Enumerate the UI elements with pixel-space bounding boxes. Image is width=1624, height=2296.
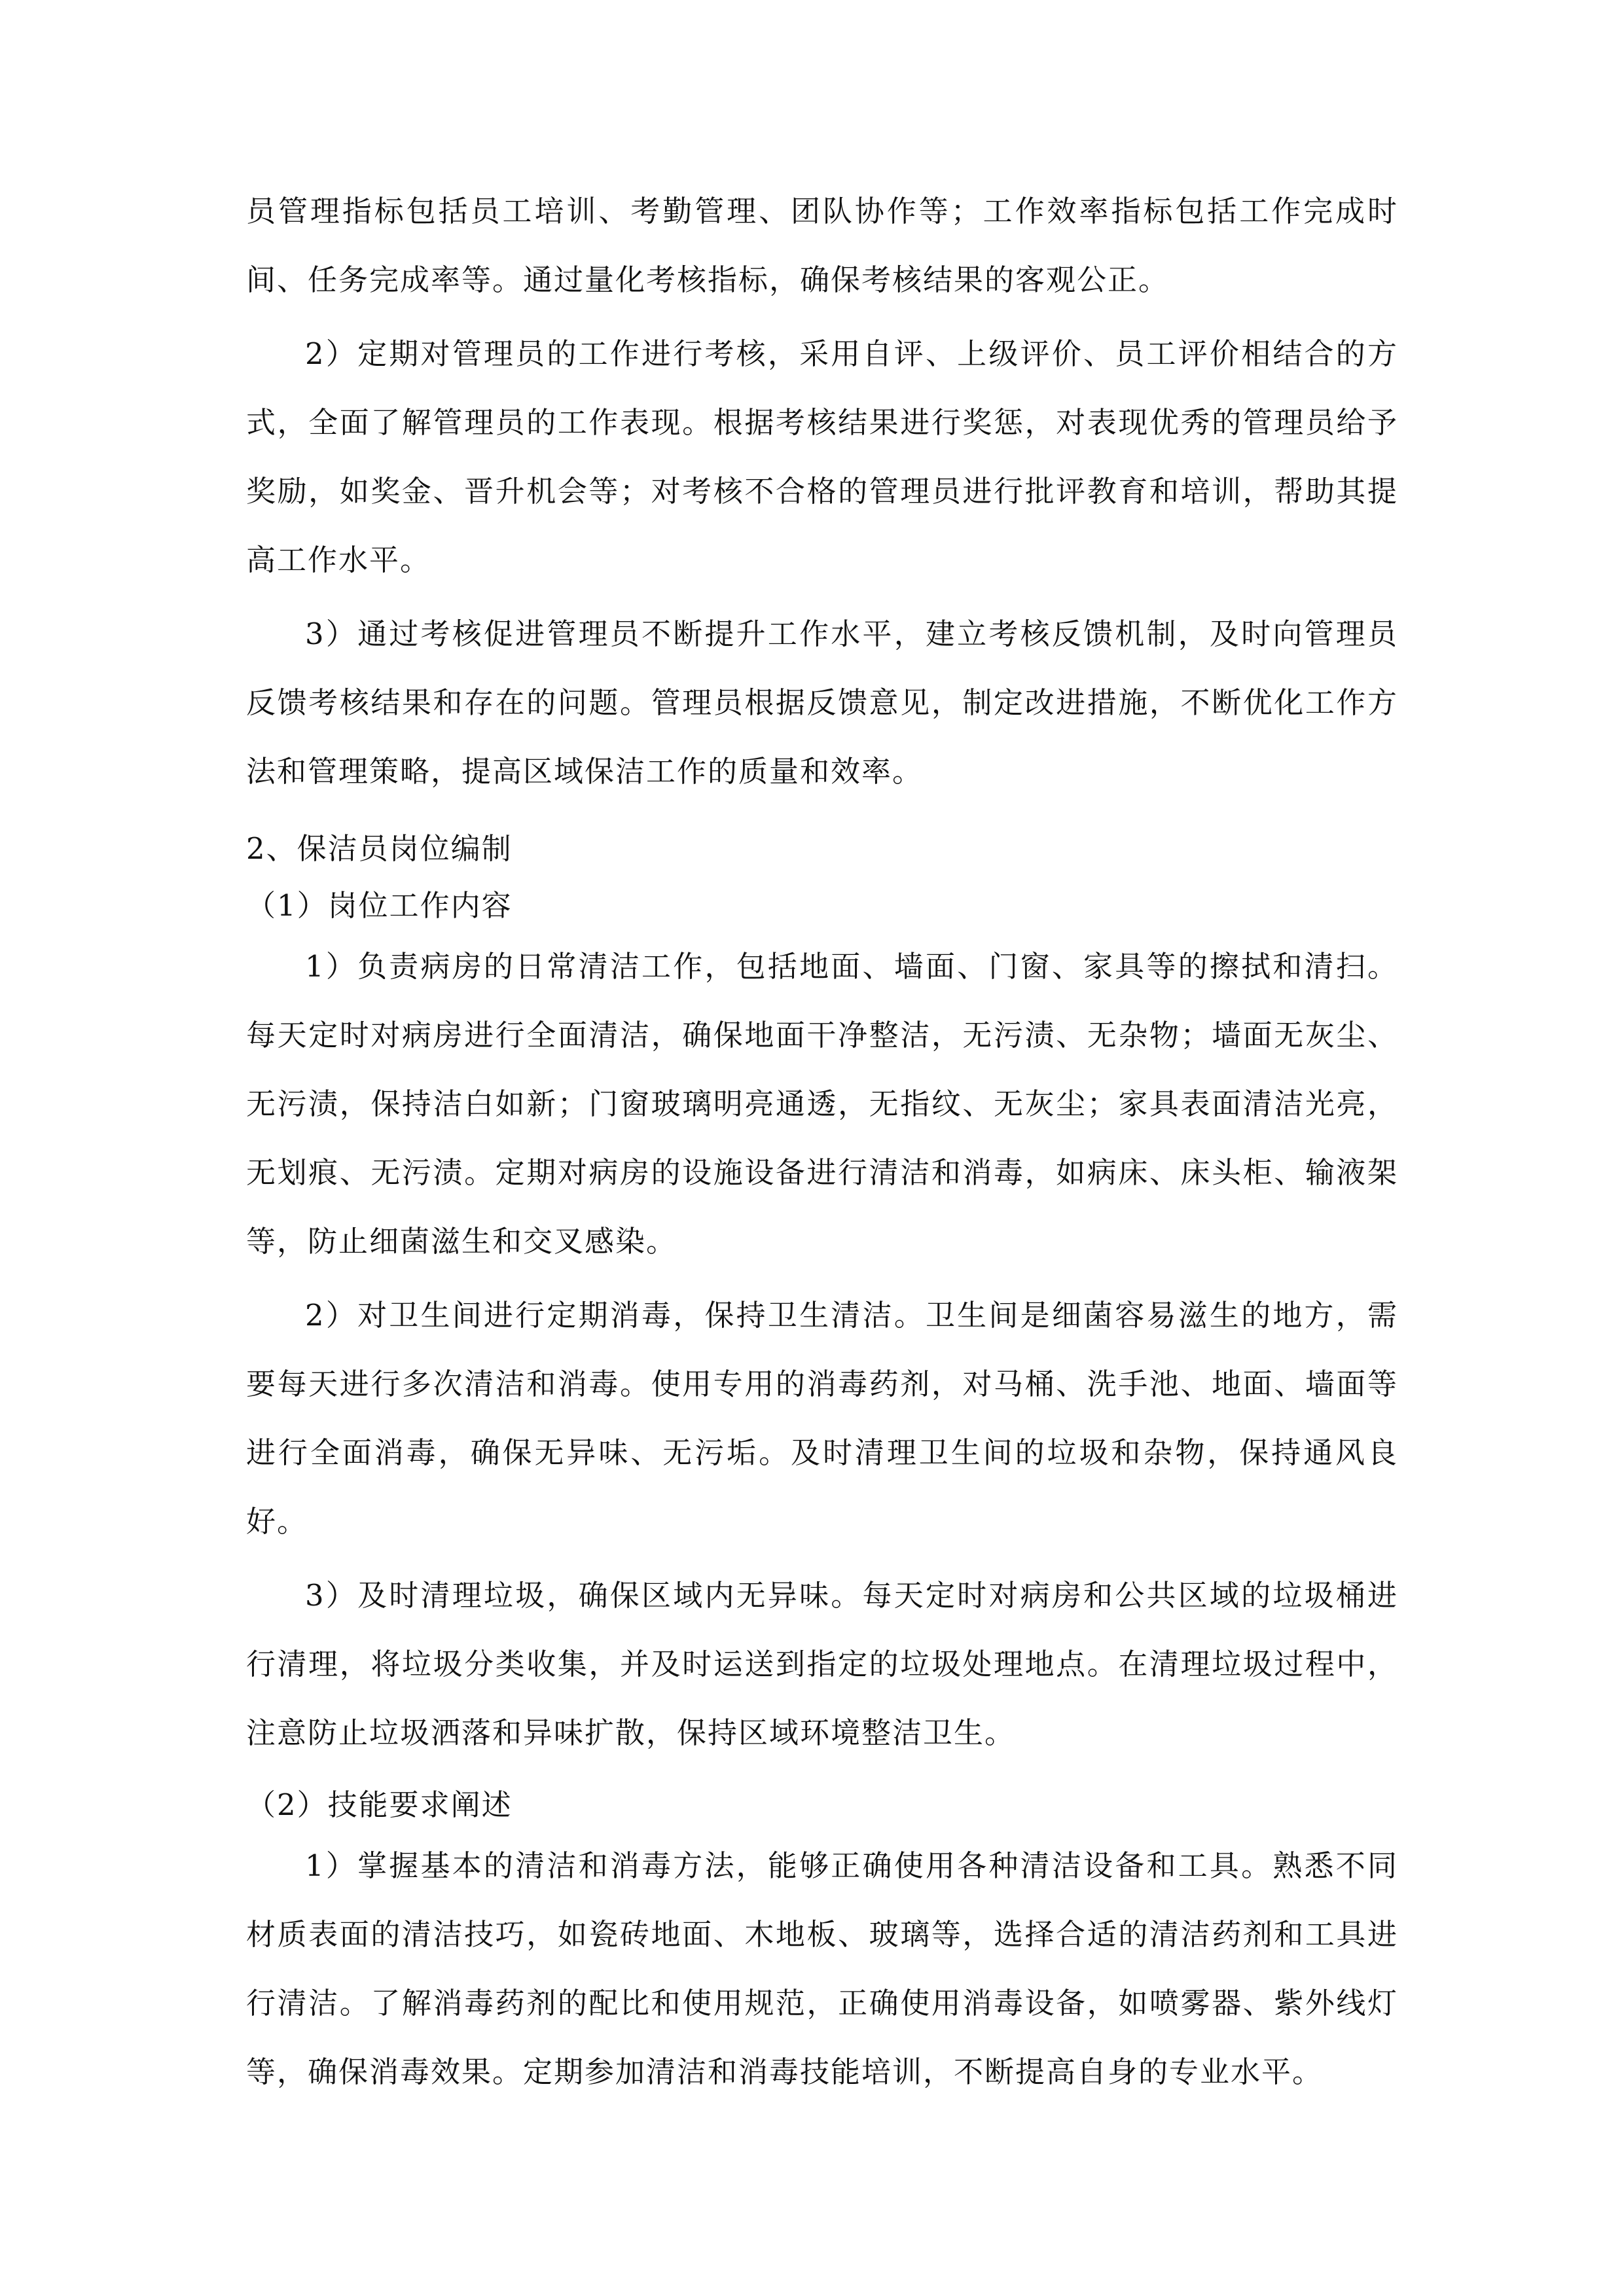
paragraph-manager-indicators: 员管理指标包括员工培训、考勤管理、团队协作等；工作效率指标包括工作完成时间、任务完成率等。通过量化考核指标，确保考核结果的客观公正。	[246, 194, 1398, 297]
subheading-job-content: （1）岗位工作内容	[246, 888, 513, 923]
paragraph-ward-cleaning: 1）负责病房的日常清洁工作，包括地面、墙面、门窗、家具等的擦拭和清扫。每天定时对病房进行全面清洁，确保地面干净整洁，无污渍、无杂物；墙面无灰尘、无污渍，保持洁白如新；门窗玻璃明亮通透，无指纹、无灰尘；家具表面清洁光亮，无划痕、无污渍。定期对病房的设施设备进行清洁和消毒，如病床、床头柜、输液架等，防止细菌滋生和交叉感染。	[246, 949, 1398, 1259]
subheading-skill-requirements: （2）技能要求阐述	[246, 1787, 513, 1822]
paragraph-restroom-disinfection: 2）对卫生间进行定期消毒，保持卫生清洁。卫生间是细菌容易滋生的地方，需要每天进行多次清洁和消毒。使用专用的消毒药剂，对马桶、洗手池、地面、墙面等进行全面消毒，确保无异味、无污垢。及时清理卫生间的垃圾和杂物，保持通风良好。	[246, 1298, 1398, 1539]
document-body	[246, 177, 1398, 2111]
section-heading-cleaner-staffing: 2、保洁员岗位编制	[246, 831, 513, 866]
paragraph-manager-assessment: 2）定期对管理员的工作进行考核，采用自评、上级评价、员工评价相结合的方式，全面了解管理员的工作表现。根据考核结果进行奖惩，对表现优秀的管理员给予奖励，如奖金、晋升机会等；对考核不合格的管理员进行批评教育和培训，帮助其提高工作水平。	[246, 336, 1398, 577]
paragraph-garbage-removal: 3）及时清理垃圾，确保区域内无异味。每天定时对病房和公共区域的垃圾桶进行清理，将垃圾分类收集，并及时运送到指定的垃圾处理地点。在清理垃圾过程中，注意防止垃圾洒落和异味扩散，保持区域环境整洁卫生。	[246, 1578, 1398, 1750]
paragraph-cleaning-skills: 1）掌握基本的清洁和消毒方法，能够正确使用各种清洁设备和工具。熟悉不同材质表面的清洁技巧，如瓷砖地面、木地板、玻璃等，选择合适的清洁药剂和工具进行清洁。了解消毒药剂的配比和使用规范，正确使用消毒设备，如喷雾器、紫外线灯等，确保消毒效果。定期参加清洁和消毒技能培训，不断提高自身的专业水平。	[246, 1848, 1398, 2089]
paragraph-manager-feedback: 3）通过考核促进管理员不断提升工作水平，建立考核反馈机制，及时向管理员反馈考核结果和存在的问题。管理员根据反馈意见，制定改进措施，不断优化工作方法和管理策略，提高区域保洁工作的质量和效率。	[246, 617, 1398, 789]
